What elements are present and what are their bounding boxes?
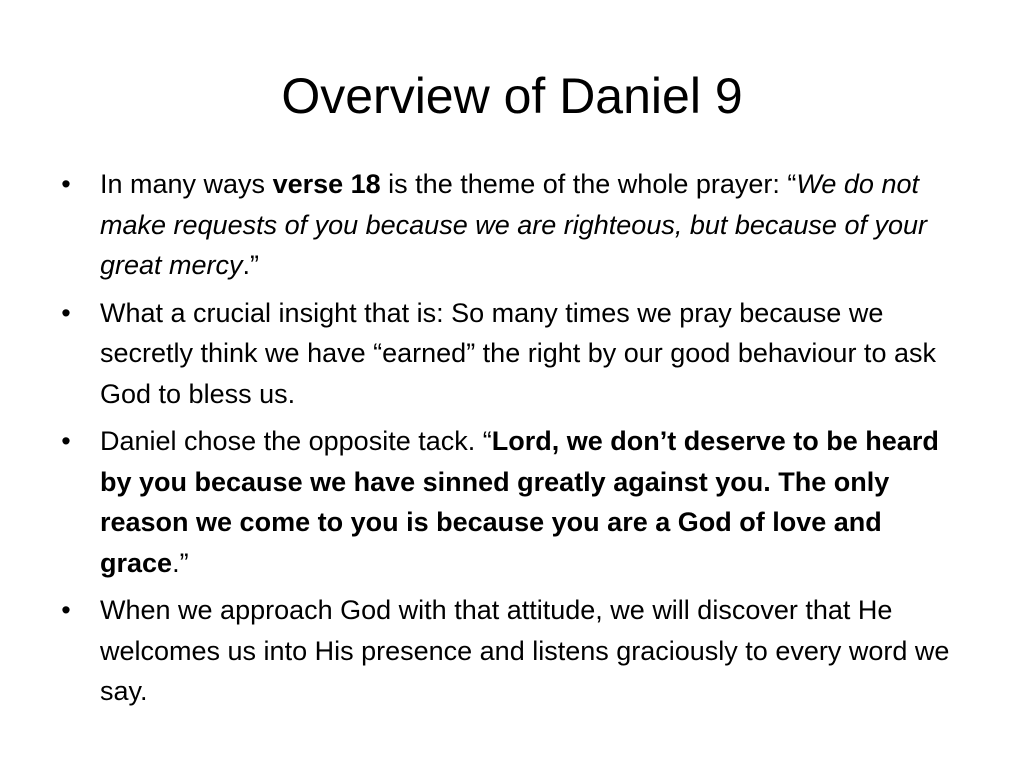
bullet-text-run: is the theme of the whole prayer: “ [380,169,797,199]
bullet-icon: • [61,426,71,456]
bullet-text-run: .” [172,547,189,578]
bullet-text-run: verse 18 [272,169,381,199]
bullet-icon: • [61,297,71,328]
bullet-text-run: .” [242,250,260,280]
bullet-text-run: Lord, we don’t deserve to be heard by you because we have sinned greatly against you. The only reason we come to you is because you are a God of love and grace [100,426,939,578]
bullet-text-run: We do not make requests of you because we are righteous, but because of your great mercy [100,169,927,280]
slide-title: Overview of Daniel 9 [281,68,743,124]
bullet-item-4 [52,590,972,712]
bullet-item-1 [52,164,972,286]
bullet-icon: • [61,169,71,199]
bullet-item-3 [52,421,972,583]
bullet-text-run: What a crucial insight that is: So many times we pray because we secretly think we have “earned” the right by our good behaviour to ask God to bless us. [100,297,936,409]
bullet-text-run: When we approach God with that attitude, we will discover that He welcomes us into His presence and listens graciously to every word we say. [100,595,950,706]
bullet-list [52,164,972,719]
bullet-text-run: In many ways [100,169,273,199]
bullet-item-2 [52,293,972,415]
bullet-text-run: Daniel chose the opposite tack. “ [100,426,492,456]
bullet-icon: • [61,595,71,625]
